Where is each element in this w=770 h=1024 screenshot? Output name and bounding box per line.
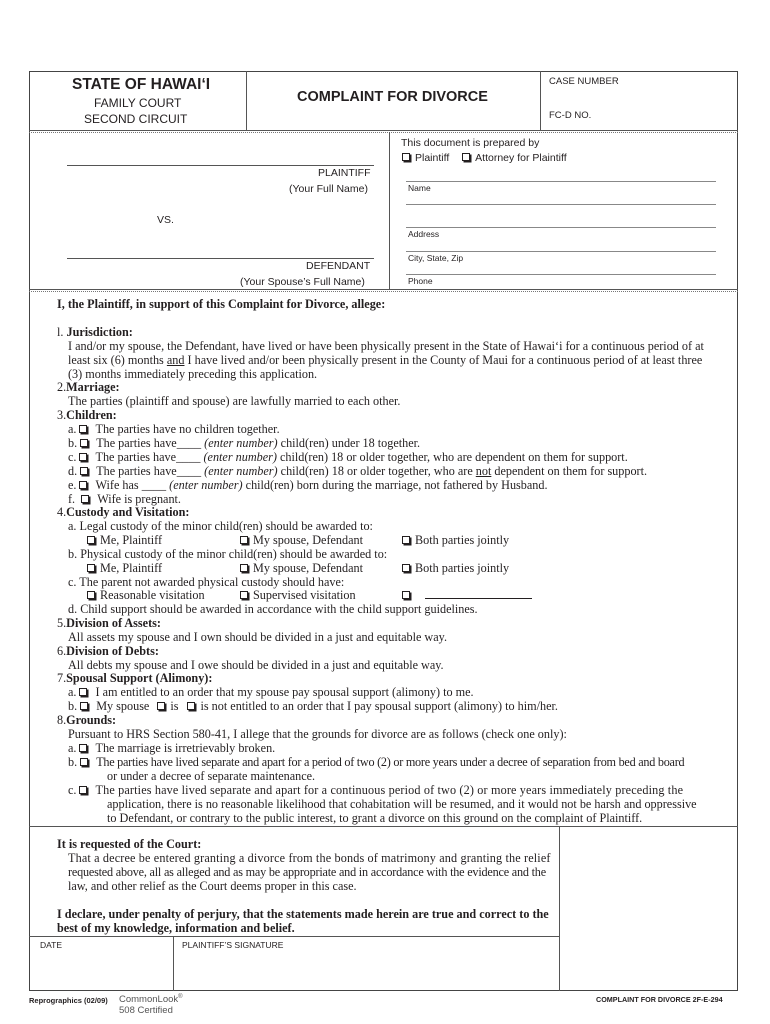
jurisdiction-line-2: least six (6) months and I have lived and/or been physically present in the County of Maui for a continuous period of at least three: [68, 353, 703, 367]
address-line-2[interactable]: [406, 227, 716, 228]
children-option-f: f. Wife is pregnant.: [68, 492, 181, 506]
alimony-option-a: a. I am entitled to an order that my spouse pay spousal support (alimony) to me.: [68, 685, 474, 699]
visitation-other: [399, 588, 532, 603]
address-label: Address: [408, 229, 440, 239]
date-label: DATE: [40, 940, 63, 950]
visitation-question: c. The parent not awarded physical custody should have:: [68, 575, 345, 589]
physical-custody-me: Me, Plaintiff: [84, 561, 162, 576]
508-certified-label: 508 Certified: [119, 1005, 173, 1016]
section-divider: [29, 289, 738, 290]
section-6-heading: 6.Division of Debts:: [57, 644, 159, 658]
visitation-reasonable: Reasonable visitation: [84, 588, 205, 603]
attorney-option-label: Attorney for Plaintiff: [475, 152, 567, 164]
signature-divider: [29, 936, 559, 937]
supervised-visitation-checkbox[interactable]: [240, 591, 248, 599]
grounds-option-a: a. The marriage is irretrievably broken.: [68, 741, 276, 755]
address-line-1[interactable]: [406, 204, 716, 205]
signature-box-divider: [559, 826, 560, 991]
name-line[interactable]: [406, 181, 716, 182]
debts-text: All debts my spouse and I owe should be divided in a just and equitable way.: [68, 658, 444, 672]
date-field[interactable]: [40, 952, 168, 988]
defendant-name-line[interactable]: [67, 258, 374, 259]
physical-both-checkbox[interactable]: [402, 564, 410, 572]
commonlook-logo: CommonLook®: [119, 994, 183, 1006]
request-line-2: requested above, all as alleged and as may be appropriate and in accordance with the evidence and the: [68, 865, 546, 879]
child-support-text: d. Child support should be awarded in accordance with the child support guidelines.: [68, 602, 478, 616]
plaintiff-option-label: Plaintiff: [415, 152, 450, 164]
reasonable-visitation-checkbox[interactable]: [87, 591, 95, 599]
legal-me-checkbox[interactable]: [87, 536, 95, 544]
alimony-is-not-checkbox[interactable]: [187, 702, 195, 710]
section-4-heading: 4.Custody and Visitation:: [57, 505, 190, 519]
alimony-option-b: b. My spouse is is not entitled to an order that I pay spousal support (alimony) to him/her.: [68, 699, 558, 713]
document-title: COMPLAINT FOR DIVORCE: [297, 89, 488, 105]
children-option-c: c. The parties have____ (enter number) child(ren) 18 or older together, who are dependent on them for support.: [68, 450, 628, 464]
circuit-name: SECOND CIRCUIT: [84, 112, 188, 126]
city-line[interactable]: [406, 251, 716, 252]
legal-spouse-checkbox[interactable]: [240, 536, 248, 544]
case-number-label: CASE NUMBER: [549, 76, 619, 87]
jurisdiction-line-1: I and/or my spouse, the Defendant, have lived or have been physically present in the State of Hawai‘i for a continuous period of at: [68, 339, 704, 353]
grounds-option-b-cont: or under a decree of separate maintenance.: [107, 769, 316, 783]
intro-statement: I, the Plaintiff, in support of this Complaint for Divorce, allege:: [57, 297, 386, 311]
defendant-hint: (Your Spouse’s Full Name): [240, 276, 365, 288]
legal-custody-both: Both parties jointly: [399, 533, 509, 548]
prepared-by-options: [399, 152, 567, 164]
children-option-a: a. The parties have no children together.: [68, 422, 280, 436]
section-8-heading: 8.Grounds:: [57, 713, 117, 727]
physical-me-checkbox[interactable]: [87, 564, 95, 572]
children-option-e: e. Wife has ____ (enter number) child(ren) born during the marriage, not fathered by Husband.: [68, 478, 548, 492]
legal-custody-spouse: My spouse, Defendant: [237, 533, 363, 548]
grounds-intro: Pursuant to HRS Section 580-41, I allege that the grounds for divorce are as follows (check one only):: [68, 727, 567, 741]
physical-custody-spouse: My spouse, Defendant: [237, 561, 363, 576]
form-number: COMPLAINT FOR DIVORCE 2F-E-294: [596, 995, 723, 1004]
request-heading: It is requested of the Court:: [57, 837, 202, 851]
phone-line[interactable]: [406, 274, 716, 275]
physical-custody-question: b. Physical custody of the minor child(ren) should be awarded to:: [68, 547, 388, 561]
grounds-option-c-cont-2: to Defendant, or contrary to the public interest, to grant a divorce on this ground on the complaint of Plaintiff.: [107, 811, 643, 825]
grounds-b-checkbox[interactable]: [80, 758, 88, 766]
versus-label: VS.: [157, 214, 174, 226]
reprographics-label: Reprographics (02/09): [29, 996, 108, 1005]
name-label: Name: [408, 183, 431, 193]
children-f-checkbox[interactable]: [81, 495, 89, 503]
alimony-b-checkbox[interactable]: [80, 702, 88, 710]
attorney-checkbox[interactable]: [462, 153, 470, 161]
plaintiff-checkbox[interactable]: [402, 153, 410, 161]
plaintiff-signature-label: PLAINTIFF’S SIGNATURE: [182, 940, 284, 950]
other-visitation-blank[interactable]: [425, 588, 532, 599]
section-7-heading: 7.Spousal Support (Alimony):: [57, 671, 213, 685]
assets-text: All assets my spouse and I own should be divided in a just and equitable way.: [68, 630, 447, 644]
children-d-checkbox[interactable]: [80, 467, 88, 475]
physical-spouse-checkbox[interactable]: [240, 564, 248, 572]
grounds-option-c-cont-1: application, there is no reasonable likelihood that cohabitation will be resumed, and it would not be harsh and oppressive: [107, 797, 697, 811]
declaration-line-2: best of my knowledge, information and belief.: [57, 921, 295, 935]
state-heading: STATE OF HAWAI‘I: [72, 76, 211, 93]
visitation-supervised: Supervised visitation: [237, 588, 356, 603]
section-3-heading: 3.Children:: [57, 408, 117, 422]
request-line-1: That a decree be entered granting a divorce from the bonds of matrimony and granting the relief: [68, 851, 551, 865]
children-option-d: d. The parties have____ (enter number) child(ren) 18 or older together, who are not dependent on them for support.: [68, 464, 648, 478]
prepared-by-label: This document is prepared by: [401, 137, 540, 149]
grounds-option-b: b. The parties have lived separate and apart for a period of two (2) or more years under a decree of separation from bed and board: [68, 755, 685, 769]
defendant-label: DEFENDANT: [306, 260, 371, 272]
divider: [246, 71, 247, 130]
physical-custody-both: Both parties jointly: [399, 561, 509, 576]
legal-both-checkbox[interactable]: [402, 536, 410, 544]
grounds-a-checkbox[interactable]: [79, 744, 87, 752]
children-e-checkbox[interactable]: [79, 481, 87, 489]
jurisdiction-line-3: (3) months immediately preceding this application.: [68, 367, 318, 381]
divider: [389, 132, 390, 289]
divider: [173, 936, 174, 991]
section-5-heading: 5.Division of Assets:: [57, 616, 161, 630]
alimony-is-checkbox[interactable]: [157, 702, 165, 710]
other-visitation-checkbox[interactable]: [402, 591, 410, 599]
phone-label: Phone: [408, 276, 433, 286]
legal-custody-question: a. Legal custody of the minor child(ren) should be awarded to:: [68, 519, 373, 533]
children-b-checkbox[interactable]: [80, 439, 88, 447]
grounds-c-checkbox[interactable]: [79, 786, 87, 794]
section-divider: [29, 826, 738, 827]
grounds-option-c: c. The parties have lived separate and apart for a continuous period of two (2) or more years immediately preceding the: [68, 783, 684, 797]
marriage-text: The parties (plaintiff and spouse) are lawfully married to each other.: [68, 394, 401, 408]
children-c-checkbox[interactable]: [79, 453, 87, 461]
children-option-b: b. The parties have____ (enter number) child(ren) under 18 together.: [68, 436, 421, 450]
divider: [540, 71, 541, 130]
request-line-3: law, and other relief as the Court deems proper in this case.: [68, 879, 357, 893]
plaintiff-label: PLAINTIFF: [318, 167, 371, 179]
alimony-a-checkbox[interactable]: [79, 688, 87, 696]
header-divider: [29, 130, 738, 131]
children-a-checkbox[interactable]: [79, 425, 87, 433]
header-dotted-divider: [29, 132, 738, 133]
plaintiff-hint: (Your Full Name): [289, 183, 368, 195]
court-name: FAMILY COURT: [94, 96, 182, 110]
section-dotted-divider: [29, 291, 738, 292]
declaration-line-1: I declare, under penalty of perjury, that the statements made herein are true and correct to the: [57, 907, 549, 921]
plaintiff-name-line[interactable]: [67, 165, 374, 166]
legal-custody-me: Me, Plaintiff: [84, 533, 162, 548]
signature-field[interactable]: [182, 952, 554, 988]
section-2-heading: 2.Marriage:: [57, 380, 120, 394]
section-1-heading: l. Jurisdiction:: [57, 325, 133, 339]
city-state-zip-label: City, State, Zip: [408, 253, 464, 263]
fcd-number-label: FC-D NO.: [549, 110, 592, 121]
